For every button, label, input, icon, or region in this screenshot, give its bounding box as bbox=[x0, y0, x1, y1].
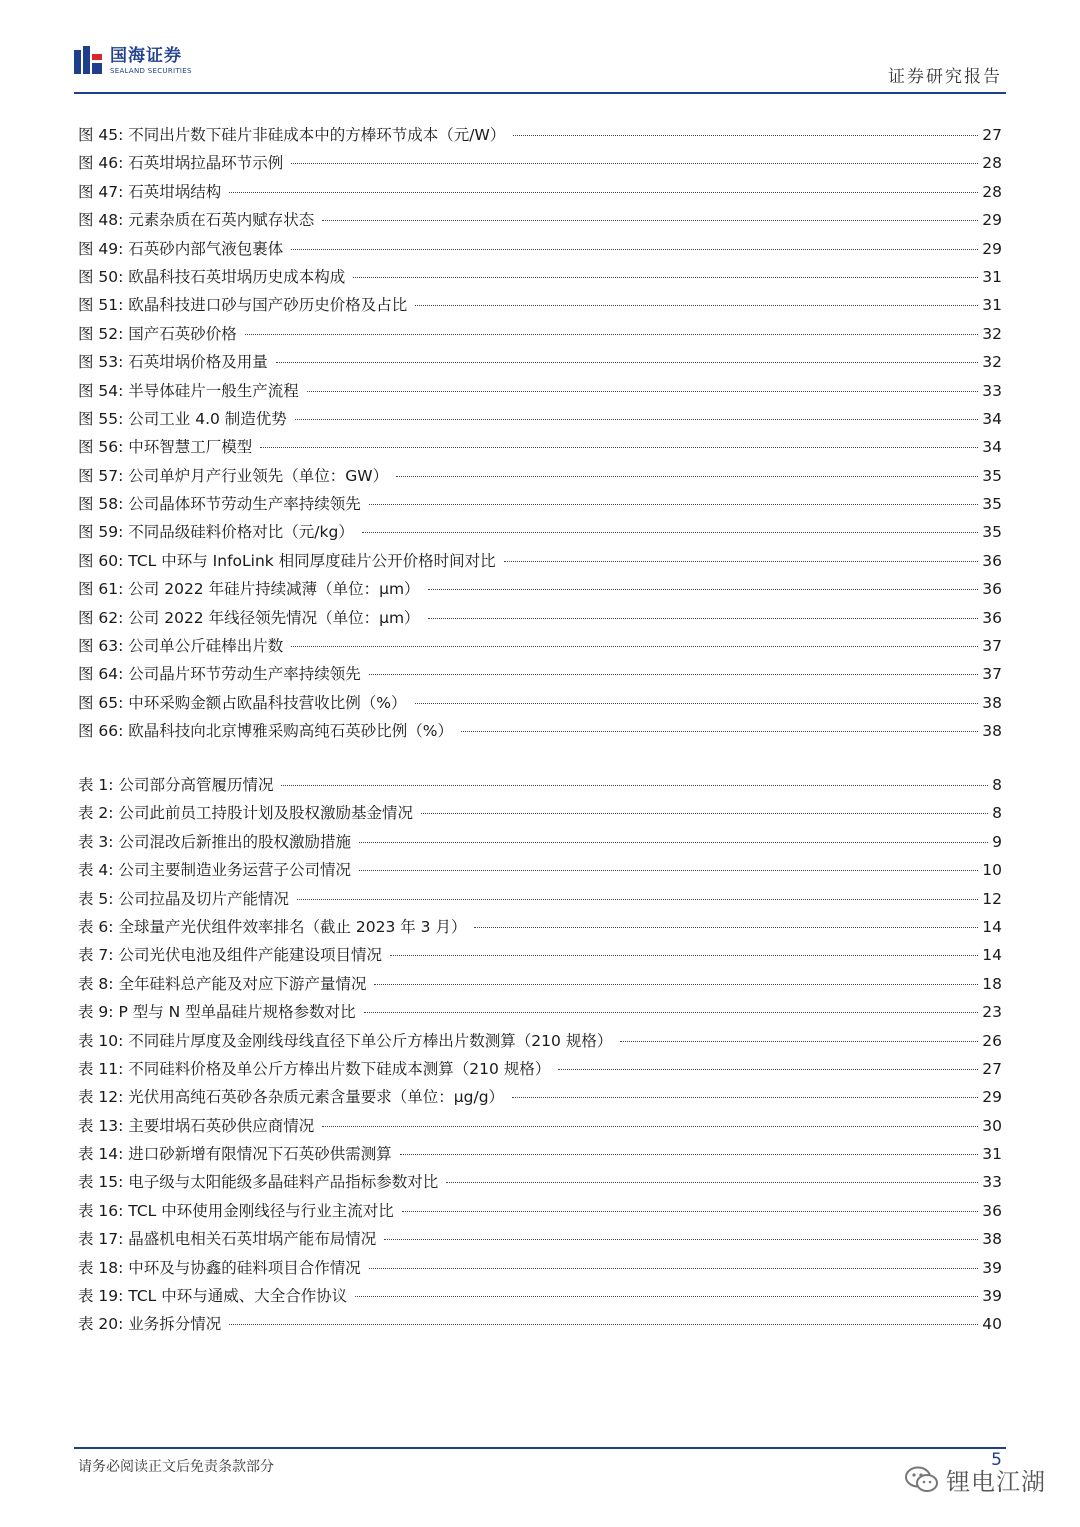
toc-entry-page: 35 bbox=[982, 523, 1002, 542]
toc-entry-title: 图 58: 公司晶体环节劳动生产率持续领先 bbox=[78, 495, 361, 514]
toc-entry-title: 图 46: 石英坩埚拉晶环节示例 bbox=[78, 154, 284, 173]
toc-entry-page: 36 bbox=[982, 1201, 1002, 1220]
toc-entry[interactable] bbox=[78, 632, 1002, 660]
table-list bbox=[78, 771, 1002, 1339]
toc-entry-page: 37 bbox=[982, 637, 1002, 656]
toc-entry[interactable] bbox=[78, 1225, 1002, 1253]
toc-entry-title: 表 9: P 型与 N 型单晶硅片规格参数对比 bbox=[78, 1003, 356, 1022]
dot-leader bbox=[291, 163, 978, 164]
dot-leader bbox=[428, 589, 979, 590]
dot-leader bbox=[245, 334, 978, 335]
toc-entry-title: 图 64: 公司晶片环节劳动生产率持续领先 bbox=[78, 665, 361, 684]
toc-entry-title: 图 52: 国产石英砂价格 bbox=[78, 324, 237, 343]
toc-entry-page: 31 bbox=[982, 267, 1002, 286]
toc-entry[interactable] bbox=[78, 970, 1002, 998]
toc-entry[interactable] bbox=[78, 405, 1002, 433]
toc-entry[interactable] bbox=[78, 433, 1002, 461]
toc-entry-page: 35 bbox=[982, 495, 1002, 514]
dot-leader bbox=[359, 870, 978, 871]
toc-entry-title: 图 63: 公司单公斤硅棒出片数 bbox=[78, 637, 284, 656]
dot-leader bbox=[359, 842, 988, 843]
toc-entry-page: 27 bbox=[982, 1059, 1002, 1078]
toc-entry-title: 表 8: 全年硅料总产能及对应下游产量情况 bbox=[78, 974, 367, 993]
toc-entry-page: 29 bbox=[982, 1088, 1002, 1107]
toc-entry[interactable] bbox=[78, 1055, 1002, 1083]
dot-leader bbox=[369, 1268, 978, 1269]
disclaimer-note: 请务必阅读正文后免责条款部分 bbox=[78, 1459, 274, 1475]
report-type-title: 证券研究报告 bbox=[888, 67, 1002, 87]
toc-entry[interactable] bbox=[78, 1282, 1002, 1310]
toc-entry-title: 表 16: TCL 中环使用金刚线径与行业主流对比 bbox=[78, 1201, 394, 1220]
toc-entry-title: 表 11: 不同硅料价格及单公斤方棒出片数下硅成本测算（210 规格） bbox=[78, 1059, 551, 1078]
dot-leader bbox=[364, 1012, 979, 1013]
dot-leader bbox=[474, 927, 978, 928]
toc-entry-title: 图 47: 石英坩埚结构 bbox=[78, 182, 222, 201]
toc-entry-page: 14 bbox=[982, 946, 1002, 965]
toc-entry[interactable] bbox=[78, 799, 1002, 827]
toc-entry-title: 图 61: 公司 2022 年硅片持续减薄（单位：μm） bbox=[78, 580, 420, 599]
company-logo bbox=[74, 44, 192, 78]
toc-entry-title: 表 19: TCL 中环与通威、大全合作协议 bbox=[78, 1287, 348, 1306]
dot-leader bbox=[362, 532, 978, 533]
toc-entry-page: 14 bbox=[982, 917, 1002, 936]
toc-entry-title: 图 49: 石英砂内部气液包裹体 bbox=[78, 239, 284, 258]
toc-entry[interactable] bbox=[78, 263, 1002, 291]
toc-entry[interactable] bbox=[78, 348, 1002, 376]
toc-entry[interactable] bbox=[78, 178, 1002, 206]
dot-leader bbox=[390, 955, 978, 956]
dot-leader bbox=[307, 391, 978, 392]
dot-leader bbox=[558, 1069, 978, 1070]
toc-entry[interactable] bbox=[78, 575, 1002, 603]
toc-entry[interactable] bbox=[78, 206, 1002, 234]
toc-entry[interactable] bbox=[78, 149, 1002, 177]
toc-entry-page: 18 bbox=[982, 974, 1002, 993]
dot-leader bbox=[355, 1296, 978, 1297]
logo-name-cn: 国海证券 bbox=[110, 45, 182, 66]
toc-entry-page: 38 bbox=[982, 1230, 1002, 1249]
toc-entry[interactable] bbox=[78, 689, 1002, 717]
toc-entry-page: 31 bbox=[982, 296, 1002, 315]
toc-entry[interactable] bbox=[78, 235, 1002, 263]
toc-entry-title: 图 54: 半导体硅片一般生产流程 bbox=[78, 381, 299, 400]
dot-leader bbox=[281, 785, 988, 786]
toc-entry-title: 图 48: 元素杂质在石英内赋存状态 bbox=[78, 211, 315, 230]
toc-entry-page: 35 bbox=[982, 466, 1002, 485]
toc-entry-page: 36 bbox=[982, 580, 1002, 599]
toc-entry-page: 32 bbox=[982, 353, 1002, 372]
toc-entry-page: 29 bbox=[982, 239, 1002, 258]
toc-entry-page: 36 bbox=[982, 608, 1002, 627]
watermark-text: 锂电江湖 bbox=[946, 1468, 1046, 1496]
toc-entry[interactable] bbox=[78, 377, 1002, 405]
dot-leader bbox=[415, 703, 979, 704]
toc-entry-title: 表 17: 晶盛机电相关石英坩埚产能布局情况 bbox=[78, 1230, 377, 1249]
toc-entry-title: 图 55: 公司工业 4.0 制造优势 bbox=[78, 409, 287, 428]
toc-entry-page: 33 bbox=[982, 1173, 1002, 1192]
toc-entry-title: 图 57: 公司单炉月产行业领先（单位：GW） bbox=[78, 466, 389, 485]
toc-entry-title: 表 10: 不同硅片厚度及金刚线母线直径下单公斤方棒出片数测算（210 规格） bbox=[78, 1031, 613, 1050]
toc-entry-title: 图 62: 公司 2022 年线径领先情况（单位：μm） bbox=[78, 608, 420, 627]
toc-entry-page: 10 bbox=[982, 861, 1002, 880]
dot-leader bbox=[322, 220, 978, 221]
toc-entry[interactable] bbox=[78, 660, 1002, 688]
dot-leader bbox=[322, 1126, 978, 1127]
dot-leader bbox=[353, 277, 978, 278]
toc-entry[interactable] bbox=[78, 1083, 1002, 1111]
dot-leader bbox=[400, 1154, 978, 1155]
toc-entry-page: 26 bbox=[982, 1031, 1002, 1050]
dot-leader bbox=[415, 305, 978, 306]
toc-entry-page: 8 bbox=[992, 804, 1002, 823]
footer-divider bbox=[74, 1447, 1006, 1449]
toc-entry-page: 28 bbox=[982, 154, 1002, 173]
dot-leader bbox=[446, 1182, 978, 1183]
toc-entry-title: 图 50: 欧晶科技石英坩埚历史成本构成 bbox=[78, 267, 346, 286]
dot-leader bbox=[428, 618, 979, 619]
toc-entry-page: 38 bbox=[982, 722, 1002, 741]
toc-entry[interactable] bbox=[78, 941, 1002, 969]
dot-leader bbox=[396, 476, 978, 477]
toc-entry[interactable] bbox=[78, 320, 1002, 348]
dot-leader bbox=[384, 1239, 978, 1240]
toc-entry[interactable] bbox=[78, 1140, 1002, 1168]
toc-entry-title: 表 12: 光伏用高纯石英砂各杂质元素含量要求（单位：μg/g） bbox=[78, 1088, 505, 1107]
dot-leader bbox=[229, 192, 978, 193]
toc-entry-page: 33 bbox=[982, 381, 1002, 400]
toc-entry-page: 32 bbox=[982, 324, 1002, 343]
toc-entry-title: 表 13: 主要坩埚石英砂供应商情况 bbox=[78, 1116, 315, 1135]
toc-entry-title: 图 59: 不同品级硅料价格对比（元/kg） bbox=[78, 523, 354, 542]
toc-entry-title: 图 60: TCL 中环与 InfoLink 相同厚度硅片公开价格时间对比 bbox=[78, 551, 496, 570]
toc-entry[interactable] bbox=[78, 717, 1002, 745]
toc-entry-title: 表 14: 进口砂新增有限情况下石英砂供需测算 bbox=[78, 1145, 392, 1164]
dot-leader bbox=[369, 504, 978, 505]
toc-entry-title: 表 18: 中环及与协鑫的硅料项目合作情况 bbox=[78, 1258, 361, 1277]
toc-entry-title: 图 65: 中环采购金额占欧晶科技营收比例（%） bbox=[78, 693, 407, 712]
toc-entry[interactable] bbox=[78, 518, 1002, 546]
toc-entry-title: 表 15: 电子级与太阳能级多晶硅料产品指标参数对比 bbox=[78, 1173, 439, 1192]
toc-entry[interactable] bbox=[78, 1027, 1002, 1055]
toc-entry-page: 12 bbox=[982, 889, 1002, 908]
toc-entry[interactable] bbox=[78, 1310, 1002, 1338]
toc-entry-title: 表 20: 业务拆分情况 bbox=[78, 1315, 222, 1334]
dot-leader bbox=[402, 1211, 979, 1212]
dot-leader bbox=[229, 1324, 978, 1325]
dot-leader bbox=[291, 249, 978, 250]
toc-entry-title: 图 56: 中环智慧工厂模型 bbox=[78, 438, 253, 457]
toc-entry-page: 28 bbox=[982, 182, 1002, 201]
toc-entry-page: 39 bbox=[982, 1287, 1002, 1306]
page-number: 5 bbox=[991, 1450, 1002, 1470]
toc-entry-page: 37 bbox=[982, 665, 1002, 684]
toc-entry-page: 29 bbox=[982, 211, 1002, 230]
logo-mark-icon bbox=[74, 46, 104, 76]
toc-entry-page: 27 bbox=[982, 126, 1002, 144]
dot-leader bbox=[295, 419, 978, 420]
toc-entry-title: 表 7: 公司光伏电池及组件产能建设项目情况 bbox=[78, 946, 382, 965]
toc-entry[interactable] bbox=[78, 913, 1002, 941]
toc-entry-page: 34 bbox=[982, 438, 1002, 457]
toc-entry[interactable] bbox=[78, 771, 1002, 799]
toc-entry-page: 8 bbox=[992, 776, 1002, 794]
toc-entry-page: 40 bbox=[982, 1315, 1002, 1334]
toc-entry[interactable] bbox=[78, 1254, 1002, 1282]
figure-list bbox=[78, 121, 1002, 746]
dot-leader bbox=[369, 674, 978, 675]
toc-entry[interactable] bbox=[78, 291, 1002, 319]
toc-entry-title: 图 53: 石英坩埚价格及用量 bbox=[78, 353, 268, 372]
toc-entry[interactable] bbox=[78, 828, 1002, 856]
toc-entry[interactable] bbox=[78, 1197, 1002, 1225]
dot-leader bbox=[512, 1097, 978, 1098]
wechat-icon bbox=[904, 1465, 940, 1495]
dot-leader bbox=[513, 135, 978, 136]
toc-entry-title: 图 45: 不同出片数下硅片非硅成本中的方棒环节成本（元/W） bbox=[78, 126, 506, 144]
toc-entry-title: 表 3: 公司混改后新推出的股权激励措施 bbox=[78, 832, 351, 851]
logo-name-en: SEALAND SECURITIES bbox=[110, 66, 192, 75]
toc-entry[interactable] bbox=[78, 885, 1002, 913]
dot-leader bbox=[276, 362, 978, 363]
toc-entry-page: 39 bbox=[982, 1258, 1002, 1277]
dot-leader bbox=[291, 646, 978, 647]
toc-entry-title: 表 1: 公司部分高管履历情况 bbox=[78, 776, 274, 794]
toc-entry[interactable] bbox=[78, 856, 1002, 884]
dot-leader bbox=[461, 731, 978, 732]
toc-entry-title: 图 66: 欧晶科技向北京博雅采购高纯石英砂比例（%） bbox=[78, 722, 454, 741]
toc-entry-page: 36 bbox=[982, 551, 1002, 570]
dot-leader bbox=[421, 813, 988, 814]
dot-leader bbox=[374, 984, 978, 985]
dot-leader bbox=[620, 1041, 978, 1042]
dot-leader bbox=[297, 899, 978, 900]
toc-entry-page: 9 bbox=[992, 832, 1002, 851]
toc-entry-page: 34 bbox=[982, 409, 1002, 428]
toc-entry-title: 图 51: 欧晶科技进口砂与国产砂历史价格及占比 bbox=[78, 296, 408, 315]
dot-leader bbox=[260, 447, 978, 448]
toc-entry-title: 表 4: 公司主要制造业务运营子公司情况 bbox=[78, 861, 351, 880]
dot-leader bbox=[504, 561, 979, 562]
toc-entry[interactable] bbox=[78, 1112, 1002, 1140]
toc-entry-page: 30 bbox=[982, 1116, 1002, 1135]
toc-entry-title: 表 5: 公司拉晶及切片产能情况 bbox=[78, 889, 289, 908]
toc-entry-page: 38 bbox=[982, 693, 1002, 712]
watermark bbox=[904, 1462, 1046, 1497]
header-divider bbox=[74, 92, 1006, 94]
toc-entry-title: 表 2: 公司此前员工持股计划及股权激励基金情况 bbox=[78, 804, 413, 823]
toc-entry[interactable] bbox=[78, 604, 1002, 632]
toc-entry[interactable] bbox=[78, 121, 1002, 149]
toc-entry-page: 23 bbox=[982, 1003, 1002, 1022]
toc-entry-title: 表 6: 全球量产光伏组件效率排名（截止 2023 年 3 月） bbox=[78, 917, 467, 936]
toc-entry[interactable] bbox=[78, 547, 1002, 575]
toc-entry[interactable] bbox=[78, 1168, 1002, 1196]
toc-entry[interactable] bbox=[78, 490, 1002, 518]
toc-entry[interactable] bbox=[78, 462, 1002, 490]
toc-entry-page: 31 bbox=[982, 1145, 1002, 1164]
toc-entry[interactable] bbox=[78, 998, 1002, 1026]
